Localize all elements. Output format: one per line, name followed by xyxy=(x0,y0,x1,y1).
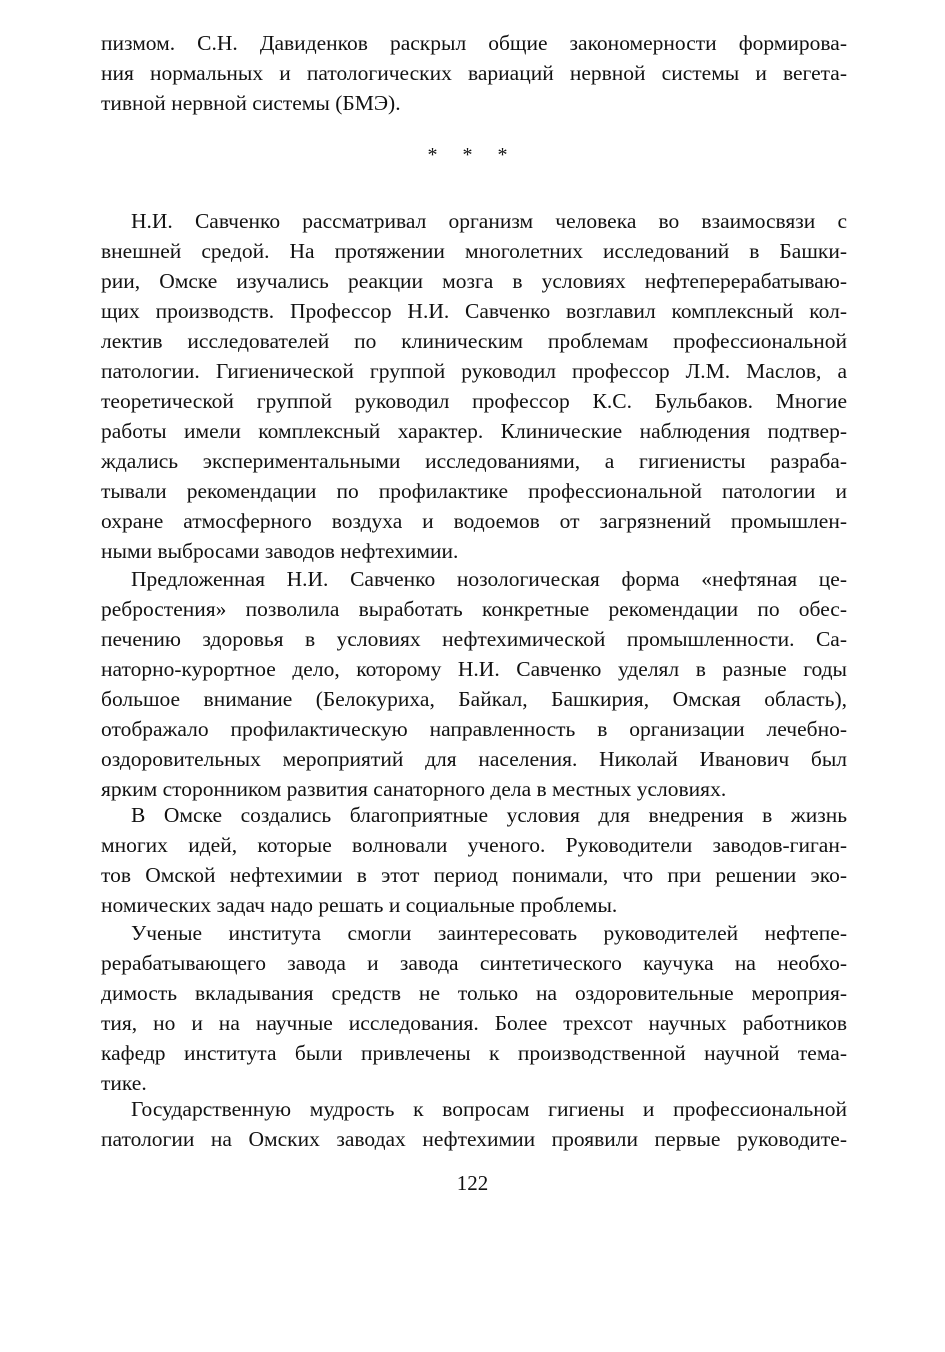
text-line: оздоровительных мероприятий для населения. Николай Иванович был xyxy=(101,747,847,771)
text-line: номических задач надо решать и социальные проблемы. xyxy=(101,893,618,917)
text-line: наторно-курортное дело, которому Н.И. Савченко уделял в разные годы xyxy=(101,657,847,681)
paragraph-5 xyxy=(101,1094,847,1154)
text-line: патологии. Гигиенической группой руководил профессор Л.М. Маслов, а xyxy=(101,359,847,383)
text-line: рии, Омске изучались реакции мозга в условиях нефтеперерабатываю- xyxy=(101,269,847,293)
section-separator: * * * xyxy=(427,144,518,166)
paragraph-1 xyxy=(101,206,847,566)
text-line: теоретической группой руководил профессор К.С. Бульбаков. Многие xyxy=(101,389,847,413)
text-line: кафедр института были привлечены к производственной научной тема- xyxy=(101,1041,847,1065)
text-line: ждались экспериментальными исследованиями, а гигиенисты разраба- xyxy=(101,449,847,473)
text-line: Предложенная Н.И. Савченко нозологическая форма «нефтяная це- xyxy=(131,567,847,591)
text-line: отображало профилактическую направленность в организации лечебно- xyxy=(101,717,847,741)
top-paragraph xyxy=(101,28,847,118)
paragraph-2 xyxy=(101,564,847,804)
text-line: тывали рекомендации по профилактике профессиональной патологии и xyxy=(101,479,847,503)
text-line: лектив исследователей по клиническим проблемам профессиональной xyxy=(101,329,847,353)
text-line: ния нормальных и патологических вариаций нервной системы и вегета- xyxy=(101,61,847,85)
text-line: тия, но и на научные исследования. Более трехсот научных работников xyxy=(101,1011,847,1035)
paragraph-3 xyxy=(101,800,847,920)
text-line: рерабатывающего завода и завода синтетического каучука на необхо- xyxy=(101,951,847,975)
text-line: Н.И. Савченко рассматривал организм человека во взаимосвязи с xyxy=(131,209,847,233)
text-line: печению здоровья в условиях нефтехимической промышленности. Са- xyxy=(101,627,847,651)
text-line: работы имели комплексный характер. Клинические наблюдения подтвер- xyxy=(101,419,847,443)
text-line: щих производств. Профессор Н.И. Савченко возглавил комплексный кол- xyxy=(101,299,847,323)
text-line: тов Омской нефтехимии в этот период понимали, что при решении эко- xyxy=(101,863,847,887)
text-line: Ученые института смогли заинтересовать руководителей нефтепе- xyxy=(131,921,847,945)
text-line: пизмом. С.Н. Давиденков раскрыл общие закономерности формирова- xyxy=(101,31,847,55)
text-line: внешней средой. На протяжении многолетних исследований в Башки- xyxy=(101,239,847,263)
text-line: охране атмосферного воздуха и водоемов от загрязнений промышлен- xyxy=(101,509,847,533)
page-number: 122 xyxy=(456,1171,489,1195)
text-line: Государственную мудрость к вопросам гигиены и профессиональной xyxy=(131,1097,847,1121)
text-line: тике. xyxy=(101,1071,147,1095)
text-line: многих идей, которые волновали ученого. Руководители заводов-гиган- xyxy=(101,833,847,857)
text-line: ярким сторонником развития санаторного дела в местных условиях. xyxy=(101,777,727,801)
text-line: тивной нервной системы (БМЭ). xyxy=(101,91,401,115)
text-line: патологии на Омских заводах нефтехимии проявили первые руководите- xyxy=(101,1127,847,1151)
text-line: ными выбросами заводов нефтехимии. xyxy=(101,539,459,563)
text-line: В Омске создались благоприятные условия для внедрения в жизнь xyxy=(131,803,847,827)
text-line: большое внимание (Белокуриха, Байкал, Башкирия, Омская область), xyxy=(101,687,847,711)
text-line: ребростения» позволила выработать конкретные рекомендации по обес- xyxy=(101,597,847,621)
text-line: димость вкладывания средств не только на оздоровительные мероприя- xyxy=(101,981,847,1005)
paragraph-4 xyxy=(101,918,847,1098)
